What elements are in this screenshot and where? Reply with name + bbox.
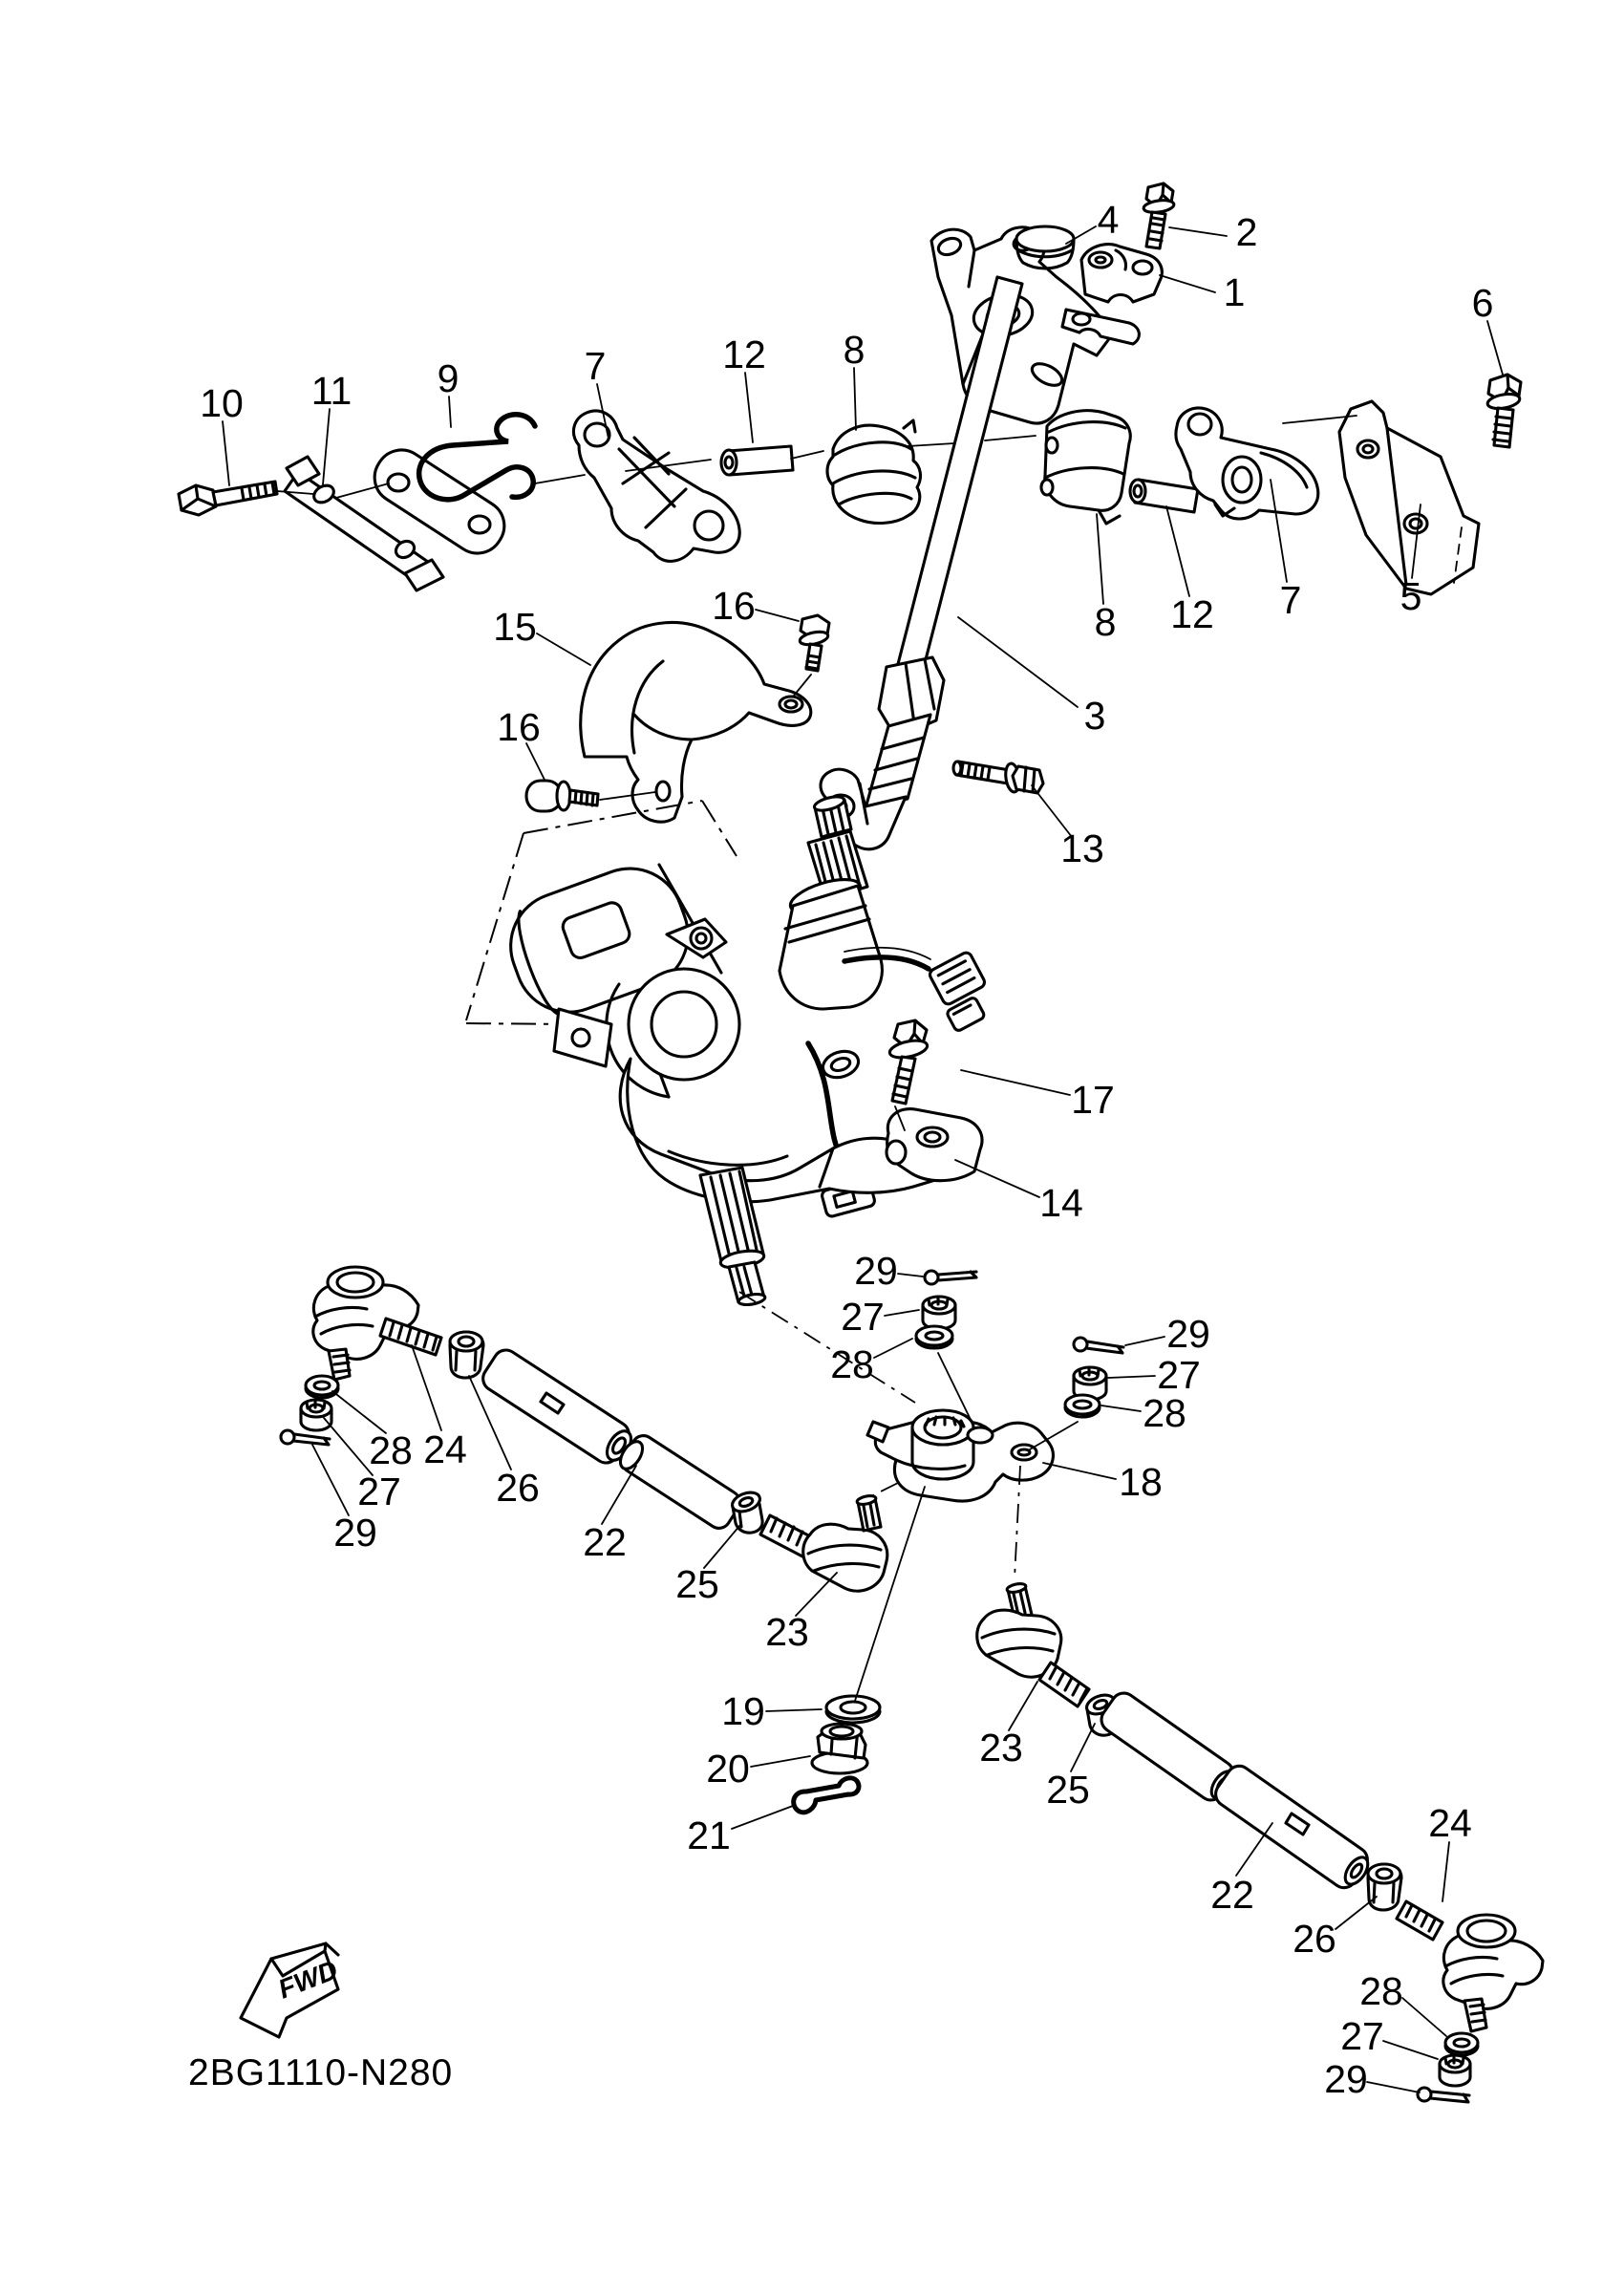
callout-number-22: 22 xyxy=(1210,1873,1254,1917)
callout-number-1: 1 xyxy=(1223,270,1246,314)
callout-number-29: 29 xyxy=(854,1249,898,1293)
callout-number-15: 15 xyxy=(493,605,537,649)
nut-20 xyxy=(812,1724,867,1773)
callout-number-24: 24 xyxy=(423,1427,467,1471)
connector-1 xyxy=(928,951,986,1006)
callout-number-23: 23 xyxy=(765,1610,809,1654)
callout-number-16: 16 xyxy=(712,584,756,628)
tie-rod-22-right xyxy=(1097,1688,1373,1893)
leader-line-20 xyxy=(751,1756,810,1767)
leader-line-27 xyxy=(1108,1376,1155,1378)
bolt-13 xyxy=(953,762,1043,793)
bushing-8-right xyxy=(1041,411,1130,524)
leader-line-28 xyxy=(332,1391,386,1433)
callout-number-20: 20 xyxy=(706,1747,750,1791)
callout-number-16: 16 xyxy=(497,705,541,749)
leader-line-27 xyxy=(1383,2041,1438,2059)
washer-28-left xyxy=(306,1376,338,1398)
callout-number-14: 14 xyxy=(1039,1181,1083,1225)
pin-12-right xyxy=(1130,480,1198,512)
washer-28-center-right xyxy=(1065,1395,1100,1417)
leader-line-6 xyxy=(1487,321,1503,375)
callout-number-6: 6 xyxy=(1471,281,1494,325)
bracket-5 xyxy=(1339,401,1479,594)
leader-line-12 xyxy=(745,373,753,442)
castle-nut-27-left xyxy=(301,1400,331,1430)
leader-line-25 xyxy=(1071,1724,1095,1771)
callout-number-3: 3 xyxy=(1083,694,1106,738)
cotter-pin-29-center-right xyxy=(1074,1338,1123,1353)
callout-number-19: 19 xyxy=(721,1689,765,1733)
clip-21 xyxy=(794,1778,859,1813)
callout-number-9: 9 xyxy=(437,356,459,400)
fwd-arrow xyxy=(241,1943,342,2037)
leader-line-16 xyxy=(756,610,799,621)
leader-line-27 xyxy=(324,1418,373,1475)
callout-number-21: 21 xyxy=(687,1813,731,1857)
bolt-2 xyxy=(1143,183,1174,248)
leader-line-24 xyxy=(1442,1842,1449,1901)
leader-line-29 xyxy=(1367,2082,1420,2092)
leader-line-2 xyxy=(1169,227,1227,236)
leader-line-28 xyxy=(874,1339,912,1358)
washer-28-right xyxy=(1445,2033,1478,2055)
bracket-7-left xyxy=(573,411,739,561)
adjuster-nut-26-right xyxy=(1368,1864,1401,1910)
callout-number-26: 26 xyxy=(1293,1917,1336,1961)
leader-line-11 xyxy=(323,409,330,484)
bolt-16-upper xyxy=(799,615,829,671)
tie-rod-end-24-left xyxy=(313,1267,441,1380)
callout-number-25: 25 xyxy=(675,1562,719,1606)
callout-number-22: 22 xyxy=(583,1520,627,1564)
leader-line-29 xyxy=(898,1274,923,1277)
callout-number-29: 29 xyxy=(1166,1312,1210,1356)
callout-number-8: 8 xyxy=(843,328,865,372)
clamp-1 xyxy=(1081,245,1162,302)
fwd-label: FWD xyxy=(274,1954,342,2005)
callout-number-29: 29 xyxy=(333,1511,377,1555)
leader-line-14 xyxy=(955,1160,1039,1197)
leader-line-3 xyxy=(958,617,1078,707)
callout-number-7: 7 xyxy=(1279,578,1302,622)
callout-number-2: 2 xyxy=(1235,210,1258,254)
leader-line-1 xyxy=(1160,275,1215,292)
callout-number-29: 29 xyxy=(1324,2057,1368,2101)
callout-number-26: 26 xyxy=(496,1466,540,1510)
cover-15 xyxy=(581,623,811,823)
leader-line-28 xyxy=(1101,1405,1141,1411)
callout-number-4: 4 xyxy=(1097,198,1120,242)
callout-number-27: 27 xyxy=(841,1295,885,1339)
leader-line-21 xyxy=(732,1806,793,1829)
cotter-pin-29-left xyxy=(281,1430,330,1445)
leader-line-8 xyxy=(854,368,856,430)
callout-number-13: 13 xyxy=(1060,826,1104,870)
leader-line-27 xyxy=(885,1310,919,1316)
tie-rod-end-23-left xyxy=(760,1494,887,1591)
callout-number-27: 27 xyxy=(1340,2014,1384,2058)
leader-line-22 xyxy=(602,1466,636,1524)
callout-number-11: 11 xyxy=(310,369,353,413)
leader-line-24 xyxy=(412,1345,441,1430)
callout-number-27: 27 xyxy=(357,1470,401,1513)
callout-number-28: 28 xyxy=(369,1428,413,1472)
callout-number-8: 8 xyxy=(1094,600,1117,644)
bolt-16-lower xyxy=(526,781,598,811)
cap-4 xyxy=(1016,226,1074,268)
leader-line-8 xyxy=(1097,514,1103,604)
bolt-6 xyxy=(1486,375,1521,447)
callout-number-17: 17 xyxy=(1071,1078,1115,1122)
castle-nut-27-center-left xyxy=(923,1297,955,1329)
callout-number-10: 10 xyxy=(200,381,244,425)
callout-number-12: 12 xyxy=(1170,592,1214,636)
bushing-8-left xyxy=(827,420,920,523)
leader-line-29 xyxy=(312,1445,349,1515)
leader-line-29 xyxy=(1125,1337,1165,1345)
cotter-pin-29-right xyxy=(1418,2088,1469,2102)
callout-number-23: 23 xyxy=(979,1726,1023,1770)
callout-number-12: 12 xyxy=(722,333,766,376)
callout-number-28: 28 xyxy=(830,1342,874,1386)
callout-number-24: 24 xyxy=(1428,1801,1472,1845)
leader-line-26 xyxy=(1336,1897,1377,1929)
leader-line-10 xyxy=(223,421,229,485)
leader-line-22 xyxy=(1236,1823,1272,1876)
leader-line-12 xyxy=(1166,506,1189,596)
part-code-label: 2BG1110-N280 xyxy=(188,2052,454,2093)
callout-number-18: 18 xyxy=(1119,1460,1163,1504)
leader-line-15 xyxy=(537,633,590,665)
washer-28-center-left xyxy=(916,1326,952,1348)
leader-line-17 xyxy=(961,1070,1070,1095)
bolt-10 xyxy=(179,482,277,515)
callout-number-28: 28 xyxy=(1143,1391,1186,1435)
callout-number-28: 28 xyxy=(1359,1969,1403,2013)
leader-line-18 xyxy=(1043,1463,1116,1479)
adjuster-nut-26-left xyxy=(450,1332,483,1378)
callout-number-5: 5 xyxy=(1400,574,1422,618)
bolt-17 xyxy=(888,1020,929,1104)
castle-nut-27-right xyxy=(1440,2055,1470,2086)
steering-arm-18 xyxy=(867,1410,1053,1501)
leader-line-9 xyxy=(449,397,451,427)
callout-number-25: 25 xyxy=(1046,1768,1090,1812)
washer-19 xyxy=(826,1696,880,1723)
cotter-pin-29-center-left xyxy=(925,1271,976,1284)
leader-line-19 xyxy=(766,1709,822,1711)
callout-number-27: 27 xyxy=(1157,1353,1201,1397)
leader-line-23 xyxy=(1009,1682,1037,1730)
pin-12-left xyxy=(721,446,793,475)
leader-line-28 xyxy=(1402,1998,1446,2036)
callout-number-7: 7 xyxy=(584,344,607,388)
